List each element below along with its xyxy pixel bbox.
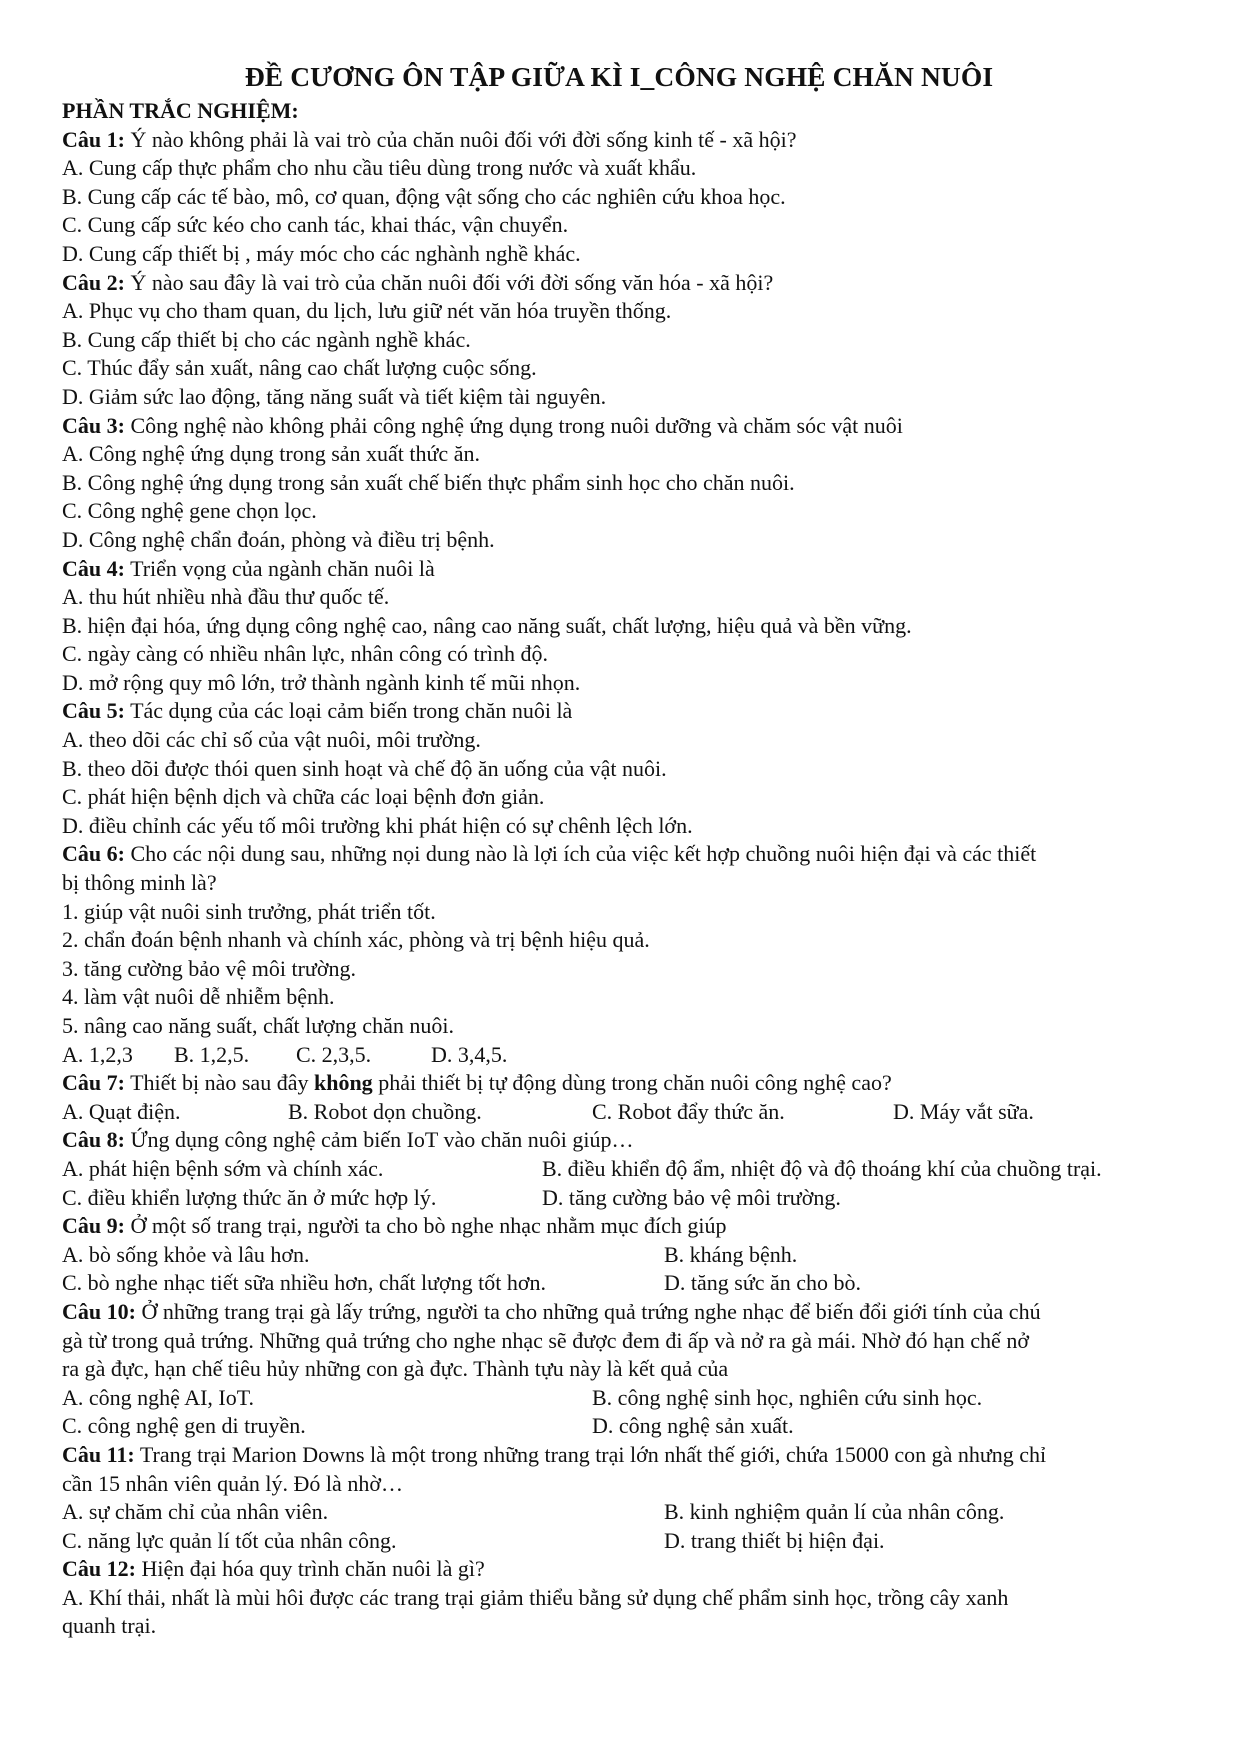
question-text: Trang trại Marion Downs là một trong những trang trại lớn nhất thế giới, chứa 15000 con gà nhưng chỉ [139, 1441, 1047, 1467]
option-b: B. theo dõi được thói quen sinh hoạt và chế độ ăn uống của vật nuôi. [62, 755, 667, 781]
question-label: Câu 3: [62, 412, 125, 438]
option-a: A. theo dõi các chỉ số của vật nuôi, môi trường. [62, 727, 481, 753]
question-text: Ý nào sau đây là vai trò của chăn nuôi đối với đời sống văn hóa - xã hội? [130, 269, 774, 295]
option-d: D. tăng sức ăn cho bò. [664, 1270, 862, 1296]
question-9 [62, 1212, 1176, 1241]
option-a: A. Khí thải, nhất là mùi hôi được các trang trại giảm thiểu bằng sử dụng chế phẩm sinh học, trồng cây xanh [62, 1584, 1009, 1610]
option-d: D. trang thiết bị hiện đại. [664, 1527, 885, 1553]
option-c: C. 2,3,5. [296, 1041, 372, 1067]
question-label: Câu 6: [62, 841, 125, 867]
option-d: D. Máy vắt sữa. [893, 1098, 1034, 1124]
option-a: A. Cung cấp thực phẩm cho nhu cầu tiêu dùng trong nước và xuất khẩu. [62, 155, 697, 181]
question-label: Câu 1: [62, 126, 125, 152]
option-d: D. Công nghệ chẩn đoán, phòng và điều trị bệnh. [62, 526, 495, 552]
emphasis-text: không [313, 1070, 373, 1096]
option-a: A. sự chăm chỉ của nhân viên. [62, 1499, 329, 1525]
option-c: C. Công nghệ gene chọn lọc. [62, 498, 317, 524]
option-a: A. công nghệ AI, IoT. [62, 1384, 255, 1410]
question-12 [62, 1555, 1176, 1584]
question-text: Thiết bị nào sau đây [130, 1070, 309, 1096]
question-8 [62, 1126, 1176, 1155]
question-text-continued: bị thông minh là? [62, 870, 217, 896]
question-text: Ứng dụng công nghệ cảm biến IoT vào chăn nuôi giúp… [130, 1127, 634, 1153]
question-label: Câu 4: [62, 555, 125, 581]
option-a: A. phát hiện bệnh sớm và chính xác. [62, 1155, 384, 1181]
question-label: Câu 12: [62, 1556, 136, 1582]
question-text: Ý nào không phải là vai trò của chăn nuôi đối với đời sống kinh tế - xã hội? [130, 126, 797, 152]
options-row [62, 1184, 1176, 1213]
question-10 [62, 1298, 1176, 1327]
options-row [62, 1269, 1176, 1298]
question-text-continued: phải thiết bị tự động dùng trong chăn nuôi công nghệ cao? [378, 1070, 892, 1096]
option-b: B. kinh nghiệm quản lí của nhân công. [664, 1499, 1005, 1525]
options-row [62, 1098, 1176, 1127]
option-a: A. Công nghệ ứng dụng trong sản xuất thức ăn. [62, 441, 480, 467]
option-b: B. kháng bệnh. [664, 1241, 798, 1267]
options-row [62, 1041, 1176, 1070]
options-row [62, 1155, 1176, 1184]
option-b: B. Robot dọn chuồng. [288, 1098, 482, 1124]
options-row [62, 1412, 1176, 1441]
question-7 [62, 1069, 1176, 1098]
option-c: C. Cung cấp sức kéo cho canh tác, khai thác, vận chuyển. [62, 212, 569, 238]
options-row [62, 1384, 1176, 1413]
option-b: B. Cung cấp thiết bị cho các ngành nghề khác. [62, 326, 471, 352]
option-a: A. bò sống khỏe và lâu hơn. [62, 1241, 310, 1267]
question-text: Ở những trang trại gà lấy trứng, người ta cho những quả trứng nghe nhạc để biến đổi giới tính của chú [141, 1298, 1041, 1324]
question-text: Hiện đại hóa quy trình chăn nuôi là gì? [141, 1556, 485, 1582]
question-11 [62, 1441, 1176, 1470]
option-c: C. Robot đẩy thức ăn. [592, 1098, 785, 1124]
option-d: D. điều chỉnh các yếu tố môi trường khi phát hiện có sự chênh lệch lớn. [62, 812, 693, 838]
option-c: C. ngày càng có nhiều nhân lực, nhân công có trình độ. [62, 641, 549, 667]
question-3 [62, 412, 1176, 441]
option-c: C. bò nghe nhạc tiết sữa nhiều hơn, chất lượng tốt hơn. [62, 1270, 546, 1296]
question-5 [62, 697, 1176, 726]
question-text: Ở một số trang trại, người ta cho bò nghe nhạc nhằm mục đích giúp [130, 1213, 727, 1239]
question-label: Câu 10: [62, 1298, 136, 1324]
option-b: B. Cung cấp các tế bào, mô, cơ quan, động vật sống cho các nghiên cứu khoa học. [62, 183, 786, 209]
question-label: Câu 5: [62, 698, 125, 724]
question-1 [62, 126, 1176, 155]
option-d: D. mở rộng quy mô lớn, trở thành ngành kinh tế mũi nhọn. [62, 669, 581, 695]
question-label: Câu 7: [62, 1070, 125, 1096]
option-d: D. Giảm sức lao động, tăng năng suất và tiết kiệm tài nguyên. [62, 383, 607, 409]
section-title: PHẦN TRẮC NGHIỆM: [62, 98, 299, 123]
question-text: Tác dụng của các loại cảm biến trong chăn nuôi là [130, 698, 573, 724]
question-4 [62, 555, 1176, 584]
option-c: C. năng lực quản lí tốt của nhân công. [62, 1527, 397, 1553]
options-row [62, 1498, 1176, 1527]
question-text-continued: cần 15 nhân viên quản lý. Đó là nhờ… [62, 1470, 403, 1496]
statement-1: 1. giúp vật nuôi sinh trưởng, phát triển tốt. [62, 898, 436, 924]
question-label: Câu 11: [62, 1441, 135, 1467]
statement-2: 2. chẩn đoán bệnh nhanh và chính xác, phòng và trị bệnh hiệu quả. [62, 927, 650, 953]
option-a: A. thu hút nhiều nhà đầu thư quốc tế. [62, 584, 390, 610]
option-a: A. Quạt điện. [62, 1098, 181, 1124]
question-2 [62, 269, 1176, 298]
option-c: C. công nghệ gen di truyền. [62, 1413, 306, 1439]
option-d: D. công nghệ sản xuất. [592, 1413, 794, 1439]
option-d: D. Cung cấp thiết bị , máy móc cho các nghành nghề khác. [62, 240, 581, 266]
option-a: A. Phục vụ cho tham quan, du lịch, lưu giữ nét văn hóa truyền thống. [62, 298, 672, 324]
question-label: Câu 9: [62, 1213, 125, 1239]
question-text-continued: gà từ trong quả trứng. Những quả trứng cho nghe nhạc sẽ được đem đi ấp và nở ra gà mái. Nhờ đó hạn chế nở [62, 1327, 1029, 1353]
option-d: D. tăng cường bảo vệ môi trường. [542, 1184, 841, 1210]
statement-4: 4. làm vật nuôi dễ nhiễm bệnh. [62, 984, 335, 1010]
option-b: B. 1,2,5. [174, 1041, 250, 1067]
question-label: Câu 8: [62, 1127, 125, 1153]
question-text: Công nghệ nào không phải công nghệ ứng dụng trong nuôi dưỡng và chăm sóc vật nuôi [130, 412, 903, 438]
statement-5: 5. nâng cao năng suất, chất lượng chăn nuôi. [62, 1013, 454, 1038]
option-a: A. 1,2,3 [62, 1041, 133, 1067]
options-row [62, 1527, 1176, 1556]
option-b: B. điều khiển độ ẩm, nhiệt độ và độ thoáng khí của chuồng trại. [542, 1155, 1102, 1181]
question-6 [62, 840, 1176, 869]
option-b: B. Công nghệ ứng dụng trong sản xuất chế biến thực phẩm sinh học cho chăn nuôi. [62, 469, 795, 495]
option-c: C. phát hiện bệnh dịch và chữa các loại bệnh đơn giản. [62, 784, 545, 810]
options-row [62, 1241, 1176, 1270]
option-b: B. hiện đại hóa, ứng dụng công nghệ cao, nâng cao năng suất, chất lượng, hiệu quả và bền vững. [62, 612, 912, 638]
option-c: C. điều khiển lượng thức ăn ở mức hợp lý. [62, 1184, 437, 1210]
question-text: Triển vọng của ngành chăn nuôi là [130, 555, 435, 581]
document-title: ĐỀ CƯƠNG ÔN TẬP GIỮA KÌ I_CÔNG NGHỆ CHĂN NUÔI [244, 61, 994, 92]
option-b: B. công nghệ sinh học, nghiên cứu sinh học. [592, 1384, 983, 1410]
statement-3: 3. tăng cường bảo vệ môi trường. [62, 955, 356, 981]
option-d: D. 3,4,5. [431, 1041, 508, 1067]
option-a-continued: quanh trại. [62, 1613, 157, 1639]
question-text: Cho các nội dung sau, những nọi dung nào là lợi ích của việc kết hợp chuồng nuôi hiện đại và các thiết [130, 841, 1037, 867]
question-label: Câu 2: [62, 269, 125, 295]
option-c: C. Thúc đẩy sản xuất, nâng cao chất lượng cuộc sống. [62, 355, 537, 381]
question-text-continued: ra gà đực, hạn chế tiêu hủy những con gà đực. Thành tựu này là kết quả của [62, 1356, 729, 1382]
